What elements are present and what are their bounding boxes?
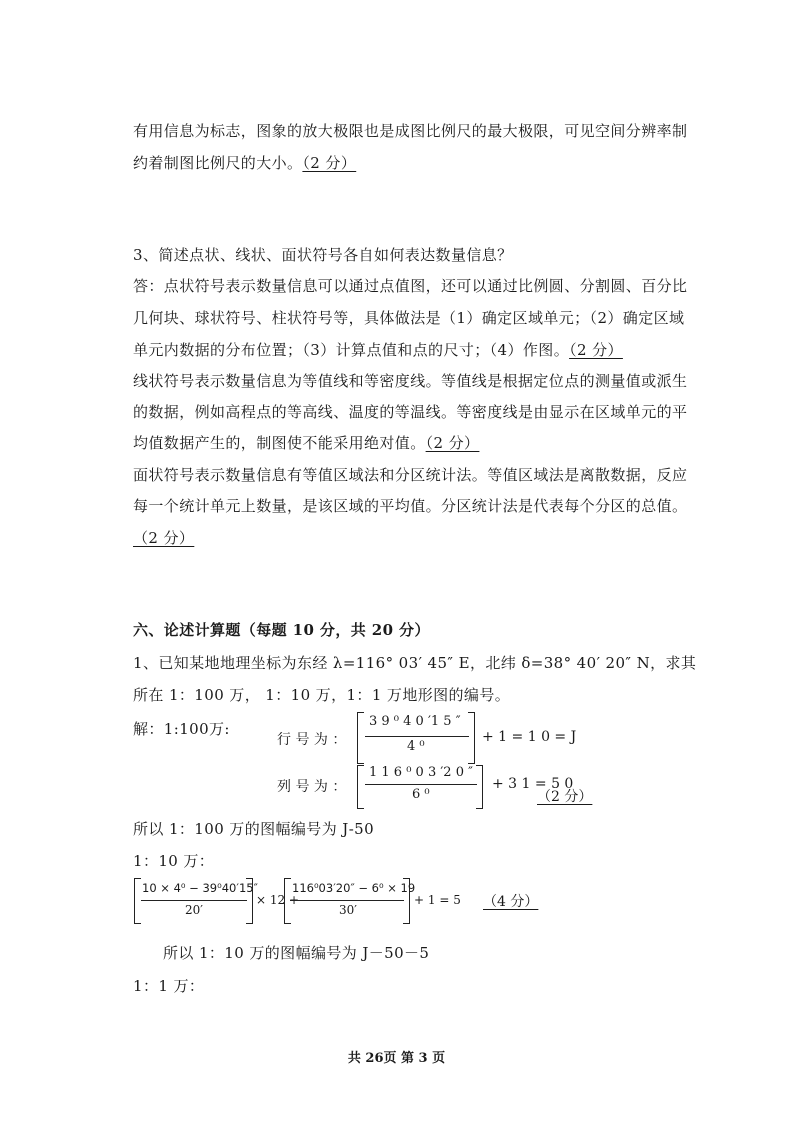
score-mark: （2 分） [302, 154, 357, 172]
text-span: 约着制图比例尺的大小。 [133, 154, 303, 172]
score-mark: （4 分） [483, 894, 539, 910]
paragraph-line: 有用信息为标志，图象的放大极限也是成图比例尺的最大极限，可见空间分辨率制 [133, 122, 688, 140]
answer-line: 答：点状符号表示数量信息可以通过点值图，还可以通过比例圆、分割圆、百分比 [133, 277, 688, 295]
answer-line [133, 432, 479, 453]
section-heading: 六、论述计算题（每题 10 分，共 20 分） [133, 621, 430, 639]
text-span: 均值数据产生的，制图使不能采用绝对值。 [133, 434, 426, 452]
question-line: 所在 1：100 万， 1：10 万，1：1 万地形图的编号。 [133, 686, 511, 704]
f2-denominator: 30′ [339, 903, 357, 917]
f1-denominator: 20′ [185, 903, 203, 917]
question-title: 3、简述点状、线状、面状符号各自如何表达数量信息？ [133, 246, 513, 264]
answer-line [133, 527, 194, 548]
paragraph-line [133, 152, 356, 173]
f2-result: + 1 = 5 [414, 893, 461, 907]
score-mark: （2 分） [569, 341, 623, 359]
row-result: + 1 = 1 0 = J [482, 729, 577, 745]
question-line: 1、已知某地地理坐标为东经 λ=116° 03′ 45″ E，北纬 δ=38° 40′ 20″ N，求其 [133, 654, 697, 672]
score-mark: （2 分） [425, 434, 480, 452]
f2-numerator: 116⁰03′20″ − 6⁰ × 19 [292, 881, 416, 895]
left-bracket [134, 878, 141, 924]
scale-label: 1：1 万： [133, 977, 205, 995]
f1-numerator: 10 × 4⁰ − 39⁰40′15″ [142, 881, 258, 895]
text-span: 单元内数据的分布位置；（3）计算点值和点的尺寸；（4）作图。 [133, 341, 570, 359]
row-numerator: 3 9 ⁰ 4 0 ′1 5 ″ [369, 714, 461, 729]
answer-line: 面状符号表示数量信息有等值区域法和分区统计法。等值区域法是离散数据，反应 [133, 466, 688, 484]
right-bracket [468, 712, 475, 764]
row-label: 行 号 为 ： [277, 732, 347, 748]
col-result: + 3 1 = 5 0 [492, 776, 574, 792]
left-bracket [284, 878, 291, 924]
answer-line: 线状符号表示数量信息为等值线和等密度线。等值线是根据定位点的测量值或派生 [133, 372, 688, 390]
score-mark: （2 分） [537, 789, 593, 805]
right-bracket [403, 878, 410, 924]
right-bracket [476, 765, 483, 809]
fraction-bar [141, 900, 247, 901]
result-line: 所以 1：100 万的图幅编号为 J-50 [133, 820, 375, 838]
scale-label: 1：10 万： [133, 852, 215, 870]
row-denominator: 4 ⁰ [407, 739, 425, 754]
left-bracket [357, 712, 364, 764]
answer-line [133, 339, 623, 360]
fraction-bar [365, 784, 477, 785]
solution-label: 解：1:100万: [133, 720, 230, 738]
fraction-bar [290, 900, 404, 901]
f1-multiplier: × 12 + [256, 893, 300, 907]
answer-line: 的数据，例如高程点的等高线、温度的等温线。等密度线是由显示在区域单元的平 [133, 403, 688, 421]
result-line: 所以 1：10 万的图幅编号为 J－50－5 [163, 944, 430, 962]
right-bracket [246, 878, 253, 924]
col-numerator: 1 1 6 ⁰ 0 3 ′2 0 ″ [369, 765, 473, 780]
col-label: 列 号 为 ： [277, 779, 347, 795]
col-denominator: 6 ⁰ [412, 787, 430, 802]
left-bracket [357, 765, 364, 809]
answer-line: 几何块、球状符号、柱状符号等，具体做法是（1）确定区域单元；（2）确定区域 [133, 309, 685, 327]
score-mark: （2 分） [133, 529, 195, 547]
answer-line: 每一个统计单元上数量，是该区域的平均值。分区统计法是代表每个分区的总值。 [133, 497, 688, 515]
page-footer: 共 26页 第 3 页 [347, 1051, 446, 1066]
fraction-bar [365, 736, 469, 737]
